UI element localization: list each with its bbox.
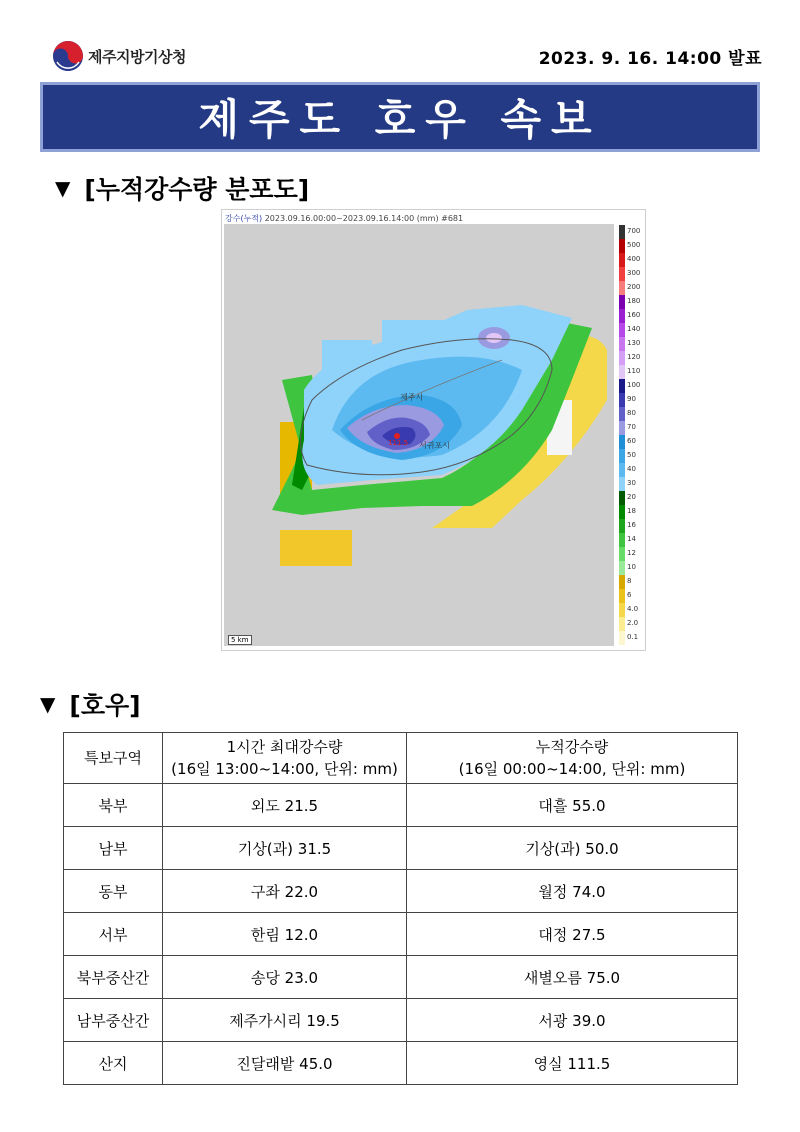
legend-swatch xyxy=(619,225,625,239)
hourly-max-cell: 외도 21.5 xyxy=(163,784,407,827)
legend-label: 70 xyxy=(627,423,636,431)
region-cell: 서부 xyxy=(64,913,163,956)
legend-swatch xyxy=(619,295,625,309)
table-row xyxy=(64,827,738,870)
max-rain-value: 111.5 xyxy=(388,439,409,447)
agency-logo xyxy=(53,39,186,73)
section-title-map: [누적강수량 분포도] xyxy=(84,175,310,204)
legend-swatch xyxy=(619,323,625,337)
legend-swatch xyxy=(619,337,625,351)
rain-area-light-blue-north xyxy=(322,340,372,385)
legend-label: 4.0 xyxy=(627,605,639,613)
table-row xyxy=(64,956,738,999)
section-title-rain: [호우] xyxy=(69,691,141,720)
header-hourly-period: (16일 13:00~14:00, 단위: mm) xyxy=(171,760,398,778)
legend-label: 0.1 xyxy=(627,633,639,641)
header-region xyxy=(64,733,163,784)
legend-swatch xyxy=(619,561,625,575)
legend-label: 60 xyxy=(627,437,636,445)
map-scale-label: 5 km xyxy=(228,635,252,645)
triangle-marker-icon: ▼ xyxy=(40,692,56,716)
legend-label: 160 xyxy=(627,311,641,319)
issue-datetime: 2023. 9. 16. 14:00 발표 xyxy=(538,49,762,69)
table-row xyxy=(64,870,738,913)
legend-label: 2.0 xyxy=(627,619,639,627)
section-heading-rain xyxy=(40,686,141,722)
legend-label: 16 xyxy=(627,521,636,529)
legend-swatch xyxy=(619,575,625,589)
legend-swatch xyxy=(619,407,625,421)
legend-label: 90 xyxy=(627,395,636,403)
legend-swatch xyxy=(619,253,625,267)
legend-swatch xyxy=(619,547,625,561)
header-cumulative-period: (16일 00:00~14:00, 단위: mm) xyxy=(458,760,686,778)
legend-swatch xyxy=(619,617,625,631)
legend-label: 50 xyxy=(627,451,636,459)
table-row xyxy=(64,1042,738,1085)
hourly-max-cell: 구좌 22.0 xyxy=(163,870,407,913)
legend-label: 200 xyxy=(627,283,641,291)
title-banner xyxy=(40,82,760,152)
map-caption-variable: 강수(누적) xyxy=(225,214,263,223)
cumulative-cell: 대정 27.5 xyxy=(407,913,738,956)
legend-swatch xyxy=(619,267,625,281)
cumulative-cell: 대흘 55.0 xyxy=(407,784,738,827)
header-cumulative-title: 누적강수량 xyxy=(535,738,609,756)
legend-label: 400 xyxy=(627,255,641,263)
hourly-max-cell: 기상(과) 31.5 xyxy=(163,827,407,870)
table-row xyxy=(64,999,738,1042)
legend-swatch xyxy=(619,603,625,617)
section-heading-map xyxy=(55,170,309,206)
legend-swatch xyxy=(619,449,625,463)
legend-label: 8 xyxy=(627,577,632,585)
region-cell: 남부중산간 xyxy=(64,999,163,1042)
legend-swatch xyxy=(619,365,625,379)
legend-label: 100 xyxy=(627,381,641,389)
legend-swatch xyxy=(619,631,625,645)
hourly-max-cell: 제주가시리 19.5 xyxy=(163,999,407,1042)
table-row xyxy=(64,784,738,827)
legend-swatch xyxy=(619,519,625,533)
legend-label: 110 xyxy=(627,367,641,375)
hourly-max-cell: 송당 23.0 xyxy=(163,956,407,999)
legend-swatch xyxy=(619,309,625,323)
rain-area-northeast-core xyxy=(486,333,502,343)
table-header-row xyxy=(64,733,738,784)
legend-swatch xyxy=(619,589,625,603)
triangle-marker-icon: ▼ xyxy=(55,176,71,200)
taegeuk-emblem-icon xyxy=(53,41,83,71)
legend-label: 700 xyxy=(627,227,641,235)
header-hourly-title: 1시간 최대강수량 xyxy=(226,738,343,756)
hourly-max-cell: 한림 12.0 xyxy=(163,913,407,956)
region-cell: 남부 xyxy=(64,827,163,870)
page-title: 제주도 호우 속보 xyxy=(198,95,602,144)
cumulative-cell: 월정 74.0 xyxy=(407,870,738,913)
header-cumulative xyxy=(407,733,738,784)
region-cell: 동부 xyxy=(64,870,163,913)
legend-swatch xyxy=(619,281,625,295)
legend-swatch xyxy=(619,239,625,253)
legend-swatch xyxy=(619,463,625,477)
cumulative-cell: 영실 111.5 xyxy=(407,1042,738,1085)
rainfall-table-body xyxy=(64,784,738,1085)
legend-label: 80 xyxy=(627,409,636,417)
legend-label: 18 xyxy=(627,507,636,515)
table-row xyxy=(64,913,738,956)
legend-label: 6 xyxy=(627,591,632,599)
cumulative-cell: 기상(과) 50.0 xyxy=(407,827,738,870)
legend-label: 10 xyxy=(627,563,636,571)
legend-label: 20 xyxy=(627,493,636,501)
legend-swatch xyxy=(619,477,625,491)
legend-swatch xyxy=(619,505,625,519)
cumulative-rainfall-map xyxy=(221,209,646,651)
header-hourly xyxy=(163,733,407,784)
color-legend xyxy=(619,225,643,645)
legend-swatch xyxy=(619,393,625,407)
legend-label: 12 xyxy=(627,549,636,557)
legend-label: 300 xyxy=(627,269,641,277)
city-label-jeju: 제주시 xyxy=(400,393,424,402)
header-region-label: 특보구역 xyxy=(84,749,142,767)
region-cell: 북부중산간 xyxy=(64,956,163,999)
legend-label: 40 xyxy=(627,465,636,473)
legend-swatch xyxy=(619,379,625,393)
legend-label: 500 xyxy=(627,241,641,249)
legend-swatch xyxy=(619,435,625,449)
legend-label: 120 xyxy=(627,353,641,361)
legend-swatch xyxy=(619,421,625,435)
legend-swatch xyxy=(619,351,625,365)
map-graphic xyxy=(222,210,645,650)
legend-label: 130 xyxy=(627,339,641,347)
region-cell: 산지 xyxy=(64,1042,163,1085)
legend-swatch xyxy=(619,533,625,547)
hourly-max-cell: 진달래밭 45.0 xyxy=(163,1042,407,1085)
rainfall-table xyxy=(63,732,738,1085)
cumulative-cell: 서광 39.0 xyxy=(407,999,738,1042)
map-caption-period: 2023.09.16.00:00~2023.09.16.14:00 (mm) #681 xyxy=(264,214,464,223)
region-cell: 북부 xyxy=(64,784,163,827)
city-label-seogwipo: 서귀포시 xyxy=(419,441,450,450)
legend-label: 14 xyxy=(627,535,636,543)
cumulative-cell: 새별오름 75.0 xyxy=(407,956,738,999)
rain-area-yellow-southwest xyxy=(280,530,352,566)
agency-name: 제주지방기상청 xyxy=(88,47,186,66)
legend-label: 140 xyxy=(627,325,641,333)
legend-label: 30 xyxy=(627,479,636,487)
legend-label: 180 xyxy=(627,297,641,305)
legend-swatch xyxy=(619,491,625,505)
